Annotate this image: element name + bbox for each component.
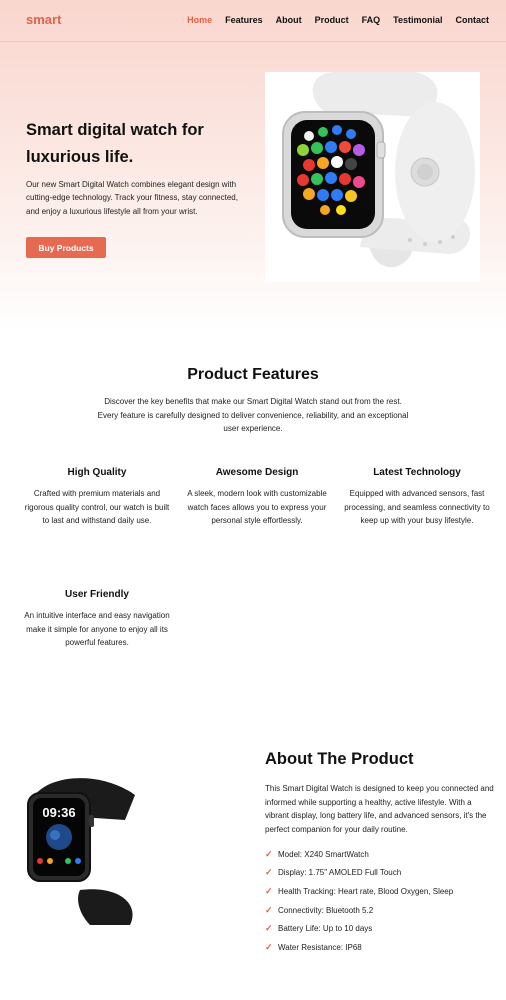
feature-text: An intuitive interface and easy navigation make it simple for anyone to enjoy all its powerful features. xyxy=(24,611,170,647)
spec-item: ✓ Display: 1.75" AMOLED Full Touch xyxy=(265,867,402,878)
spec-item: ✓ Water Resistance: IP68 xyxy=(265,941,362,952)
main-nav xyxy=(187,15,489,25)
about-description: This Smart Digital Watch is designed to keep you connected and informed while supporting a healthy, active lifestyle. With a vibrant display, long battery life, and advanced sensors, it's the perfect companion for your daily routine. xyxy=(265,784,494,834)
buy-products-button[interactable]: Buy Products xyxy=(26,237,106,258)
feature-card-high-quality xyxy=(22,467,172,528)
feature-card-user-friendly xyxy=(22,589,172,650)
check-icon: ✓ xyxy=(265,923,273,934)
feature-title: Latest Technology xyxy=(373,467,461,478)
check-icon: ✓ xyxy=(265,867,273,878)
features-title: Product Features xyxy=(187,366,319,383)
feature-title: High Quality xyxy=(67,467,127,478)
feature-text: Equipped with advanced sensors, fast processing, and seamless connectivity to keep up with your busy lifestyle. xyxy=(344,489,490,525)
nav-contact[interactable]: Contact xyxy=(455,15,489,25)
hero-description: Our new Smart Digital Watch combines elegant design with cutting-edge technology. Track your fitness, stay connected, and enjoy a luxurious lifestyle all from your wrist. xyxy=(26,180,238,216)
feature-text: Crafted with premium materials and rigorous quality control, our watch is built to last and withstand daily use. xyxy=(24,489,170,525)
feature-card-latest-technology xyxy=(342,467,492,528)
check-icon: ✓ xyxy=(265,941,273,952)
about-title: About The Product xyxy=(265,750,414,768)
white-smartwatch-image xyxy=(265,72,480,282)
nav-testimonial[interactable]: Testimonial xyxy=(393,15,443,25)
feature-title: User Friendly xyxy=(65,589,129,600)
spec-item: ✓ Battery Life: Up to 10 days xyxy=(265,923,373,934)
feature-text: A sleek, modern look with customizable watch faces allows you to express your personal style effortlessly. xyxy=(187,489,327,525)
spec-item: ✓ Health Tracking: Heart rate, Blood Oxygen, Sleep xyxy=(265,885,454,896)
watch-time: 09:36 xyxy=(42,805,76,820)
nav-home[interactable]: Home xyxy=(187,15,213,25)
hero-title: Smart digital watch for luxurious life. xyxy=(26,121,204,166)
nav-features[interactable]: Features xyxy=(225,15,263,25)
brand-logo[interactable]: smart xyxy=(26,12,62,27)
feature-card-awesome-design xyxy=(182,467,332,528)
check-icon: ✓ xyxy=(265,904,273,915)
features-intro: Discover the key benefits that make our Smart Digital Watch stand out from the rest. Every feature is carefully designed to deliver convenience, reliability, and an exceptional user experience. xyxy=(97,397,409,433)
nav-faq[interactable]: FAQ xyxy=(361,15,381,25)
nav-product[interactable]: Product xyxy=(314,15,349,25)
spec-list xyxy=(265,845,453,957)
feature-title: Awesome Design xyxy=(215,467,299,478)
check-icon: ✓ xyxy=(265,885,273,896)
spec-item: ✓ Connectivity: Bluetooth 5.2 xyxy=(265,904,374,915)
check-icon: ✓ xyxy=(265,848,273,859)
site-header xyxy=(0,0,506,42)
black-smartwatch-image xyxy=(20,775,144,925)
spec-item: ✓ Model: X240 SmartWatch xyxy=(265,848,369,859)
nav-about[interactable]: About xyxy=(275,15,302,25)
